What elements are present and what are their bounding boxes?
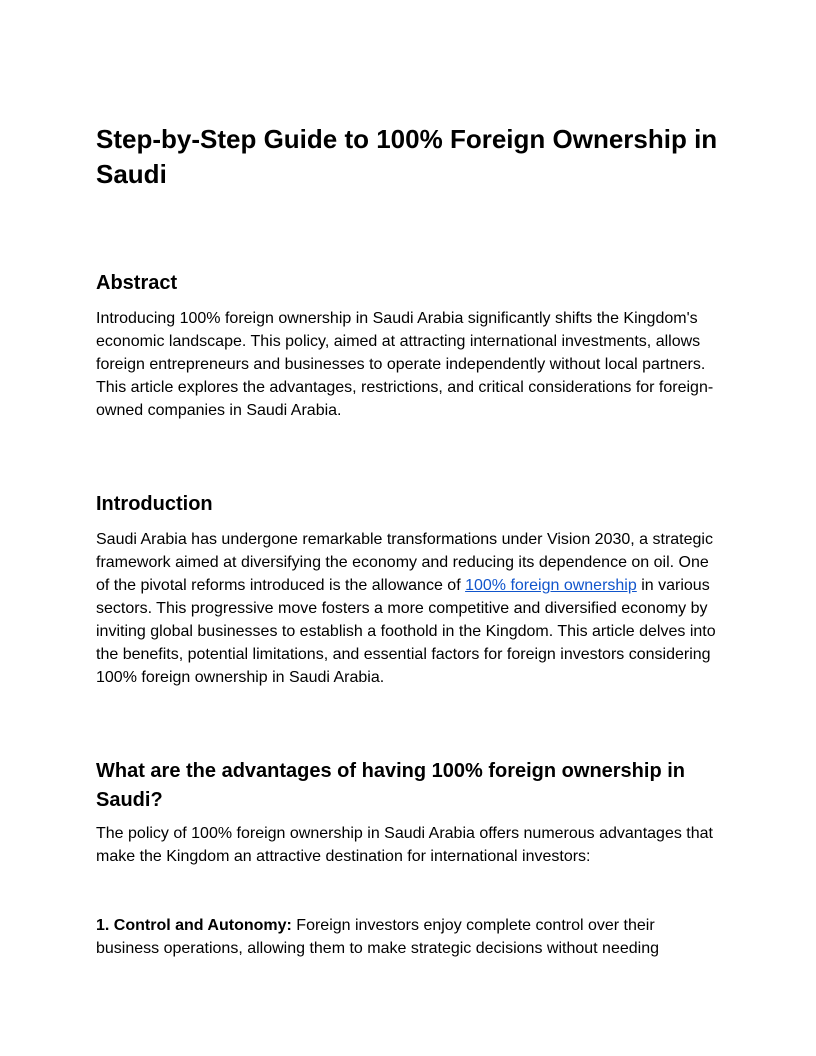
introduction-text-start: Saudi Arabia has undergone remarkable transformations under Vision 2030, a strategic framework aimed at diversifying the economy and reducing its dependence on oil. One of the pivotal reforms introduced is the allowance of (96, 531, 713, 594)
advantage-item-text: Foreign investors enjoy complete control over their business operations, allowing them to make strategic decisions without needing (96, 917, 659, 957)
introduction-paragraph (96, 528, 720, 689)
abstract-heading: Abstract (96, 272, 178, 294)
advantages-intro: The policy of 100% foreign ownership in Saudi Arabia offers numerous advantages that make the Kingdom an attractive destination for international investors: (96, 825, 713, 865)
abstract-paragraph: Introducing 100% foreign ownership in Saudi Arabia significantly shifts the Kingdom's economic landscape. This policy, aimed at attracting international investments, allows foreign entrepreneurs and businesses to operate independently without local partners. This article explores the advantages, restrictions, and critical considerations for foreign-owned companies in Saudi Arabia. (96, 310, 714, 419)
page-title: Step-by-Step Guide to 100% Foreign Ownership in Saudi (96, 124, 718, 189)
foreign-ownership-link[interactable]: 100% foreign ownership (465, 577, 637, 594)
introduction-heading: Introduction (96, 493, 213, 515)
introduction-text-end: in various sectors. This progressive move fosters a more competitive and diversified economy by inviting global businesses to establish a foothold in the Kingdom. This article delves into the benefits, potential limitations, and essential factors for foreign investors considering 100% foreign ownership in Saudi Arabia. (96, 577, 716, 686)
advantages-heading: What are the advantages of having 100% foreign ownership in Saudi? (96, 760, 686, 811)
advantage-item-label: 1. Control and Autonomy: (96, 917, 292, 934)
advantage-item-control (96, 914, 720, 960)
